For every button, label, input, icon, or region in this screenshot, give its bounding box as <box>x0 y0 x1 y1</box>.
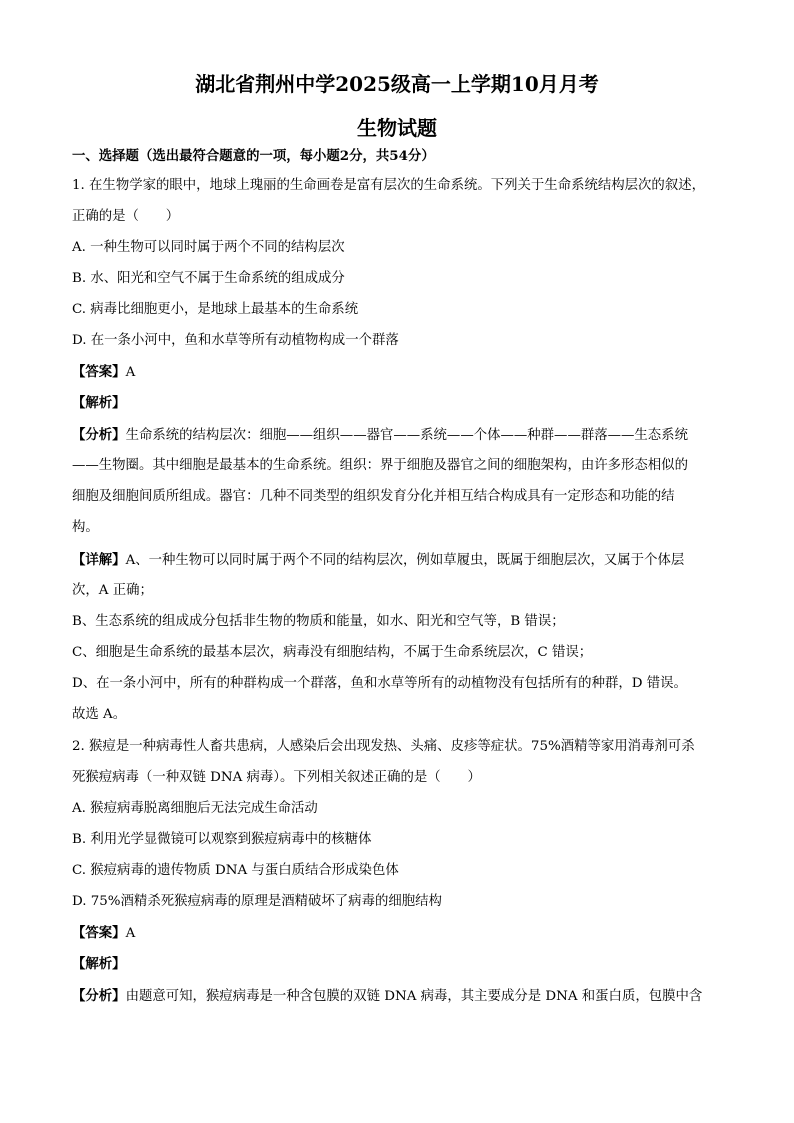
q1-xiangjie-line6: 故选 A。 <box>72 707 127 722</box>
q2-stem-line2: 死猴痘病毒（一种双链 DNA 病毒）。下列相关叙述正确的是（ ） <box>72 770 481 785</box>
q2-fenxi-text1: 由题意可知，猴痘病毒是一种含包膜的双链 DNA 病毒，其主要成分是 DNA 和蛋白质，包膜中含 <box>125 989 703 1004</box>
q1-answer-line <box>72 363 135 382</box>
q1-fenxi-text1: 生命系统的结构层次：细胞——组织——器官——系统——个体——种群——群落——生态系统 <box>125 428 688 443</box>
q2-fenxi-tag: 【分析】 <box>72 988 126 1004</box>
section-heading: 一、选择题（选出最符合题意的一项，每小题2分，共54分） <box>72 148 435 164</box>
q2-fenxi-line1 <box>72 987 702 1006</box>
q1-xiangjie-line2: 次，A 正确； <box>72 583 153 598</box>
q1-option-c: C. 病毒比细胞更小，是地球上最基本的生命系统 <box>72 302 359 317</box>
q2-option-d: D. 75%酒精杀死猴痘病毒的原理是酒精破坏了病毒的细胞结构 <box>72 894 442 909</box>
q1-xiangjie-tag: 【详解】 <box>72 552 126 568</box>
q2-stem-line1: 2. 猴痘是一种病毒性人畜共患病，人感染后会出现发热、头痛、皮疹等症状。75%酒精等家用消毒剂可杀 <box>72 739 695 754</box>
q2-jiexi-tag: 【解析】 <box>72 956 126 972</box>
q2-option-b: B. 利用光学显微镜可以观察到猴痘病毒中的核糖体 <box>72 832 372 847</box>
q1-answer-value: A <box>125 365 136 380</box>
q1-xiangjie-line5: D、在一条小河中，所有的种群构成一个群落，鱼和水草等所有的动植物没有包括所有的种群，D 错误。 <box>72 676 687 691</box>
q1-option-d: D. 在一条小河中，鱼和水草等所有动植物构成一个群落 <box>72 333 399 348</box>
q1-fenxi-line3: 细胞及细胞间质所组成。器官：几种不同类型的组织发育分化并相互结合构成具有一定形态和功能的结 <box>72 489 675 504</box>
q1-stem-line1: 1. 在生物学家的眼中，地球上瑰丽的生命画卷是富有层次的生命系统。下列关于生命系统结构层次的叙述， <box>72 178 705 193</box>
q2-answer-value: A <box>125 926 136 941</box>
q1-xiangjie-line4: C、细胞是生命系统的最基本层次，病毒没有细胞结构，不属于生命系统层次，C 错误； <box>72 645 593 660</box>
q1-xiangjie-line1 <box>72 551 684 570</box>
q1-fenxi-tag: 【分析】 <box>72 427 126 443</box>
q2-answer-line <box>72 924 135 943</box>
q2-option-a: A. 猴痘病毒脱离细胞后无法完成生命活动 <box>72 801 318 816</box>
q2-answer-tag: 【答案】 <box>72 925 126 941</box>
q1-xiangjie-line3: B、生态系统的组成成分包括非生物的物质和能量，如水、阳光和空气等，B 错误； <box>72 614 565 629</box>
q1-jiexi-tag: 【解析】 <box>72 395 126 411</box>
document-title: 湖北省荆州中学2025级高一上学期10月月考 <box>195 72 599 96</box>
q1-fenxi-line2: ——生物圈。其中细胞是最基本的生命系统。组织：界于细胞及器官之间的细胞架构，由许多形态相似的 <box>72 458 688 473</box>
document-subtitle: 生物试题 <box>357 116 437 140</box>
q1-fenxi-line1 <box>72 426 688 445</box>
q1-fenxi-line4: 构。 <box>72 520 99 535</box>
q1-answer-tag: 【答案】 <box>72 364 126 380</box>
q1-xiangjie-text1: A、一种生物可以同时属于两个不同的结构层次，例如草履虫，既属于细胞层次，又属于个体层 <box>125 553 685 568</box>
q1-option-b: B. 水、阳光和空气不属于生命系统的组成成分 <box>72 271 345 286</box>
q2-option-c: C. 猴痘病毒的遗传物质 DNA 与蛋白质结合形成染色体 <box>72 863 399 878</box>
q1-stem-line2: 正确的是（ ） <box>72 209 180 224</box>
q1-option-a: A. 一种生物可以同时属于两个不同的结构层次 <box>72 240 345 255</box>
